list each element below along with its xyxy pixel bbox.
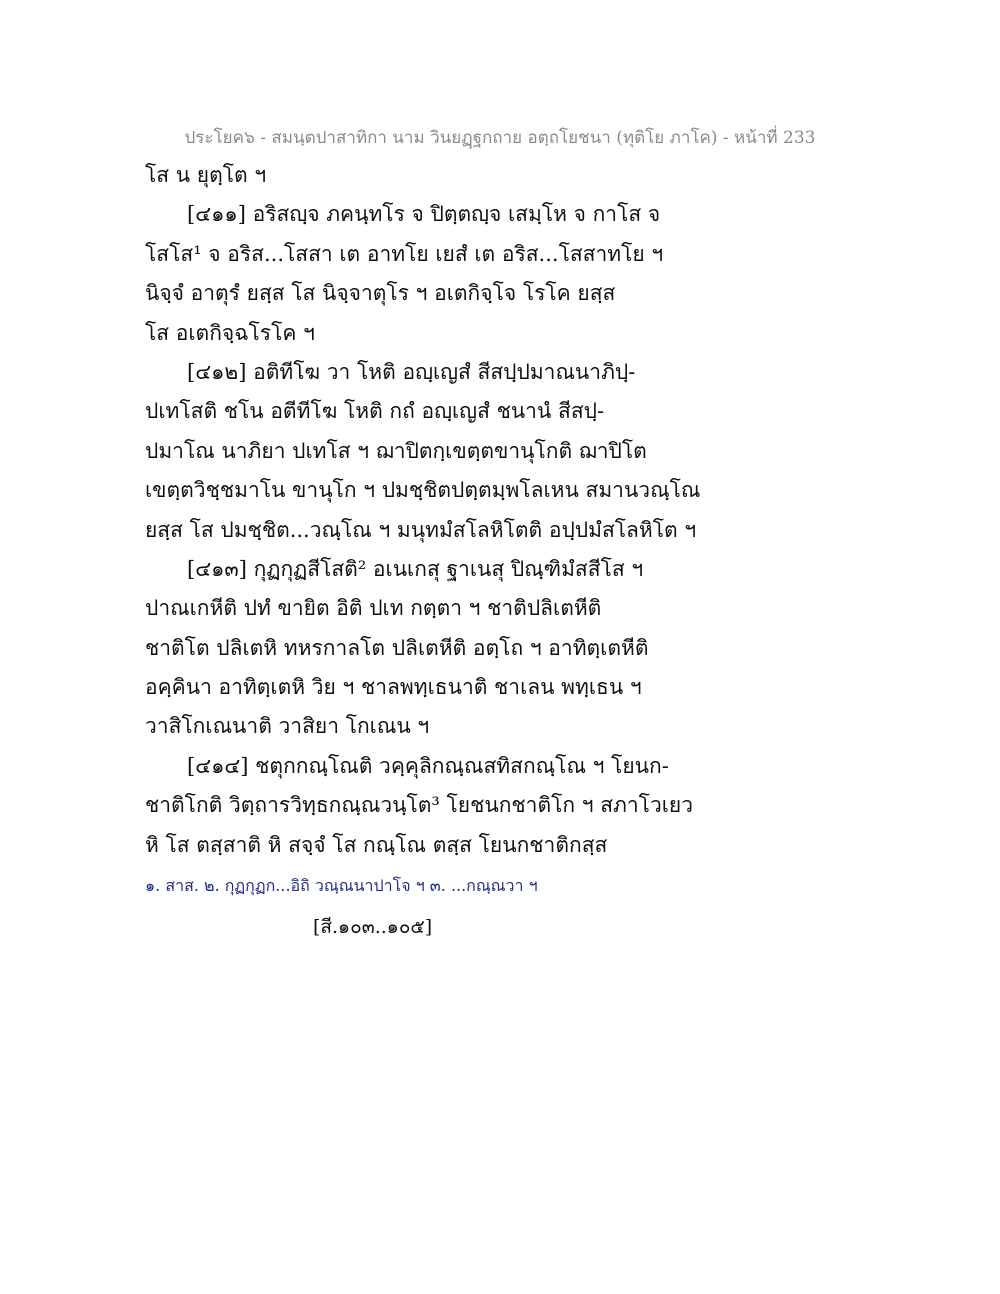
footnotes: ๑. สาส. ๒. กุฏกุฏก...อิถิ วณฺณนาปาโจ ฯ ๓. ...กณฺณวา ฯ (145, 876, 538, 895)
text-line: หิ โส ตสฺสาติ หิ สจฺจํ โส กณฺโณ ตสฺส โยนกชาติกสฺส (145, 832, 608, 857)
text-line: นิจฺจํ อาตุรํ ยสฺส โส นิจฺจาตุโร ฯ อเตกิจฺโจ โรโค ยสฺส (145, 281, 616, 306)
text-line: ปาณเกหีติ ปทํ ขายิต อิติ ปเท กตฺตา ฯ ชาติปลิเตหีติ (145, 596, 602, 621)
body-text (145, 156, 865, 865)
text-line: เขตฺตวิชฺชมาโน ขานุโก ฯ ปมชฺชิตปตฺตมฺพโลเหน สมานวณฺโณ (145, 478, 701, 503)
text-line: โสโส¹ จ อริส...โสสา เต อาทโย เยสํ เต อริส...โสสาทโย ฯ (145, 241, 664, 266)
text-line: ชาติโกติ วิตฺถารวิทฺธกณฺณวนฺโต³ โยชนกชาติโก ฯ สภาโวเยว (145, 793, 694, 818)
text-line: [๔๑๓] กุฏกุฏสีโสติ² อเนเกสุ ฐาเนสุ ปิณฺฑิมํสสีโส ฯ (187, 556, 644, 581)
text-line: ยสฺส โส ปมชฺชิต...วณฺโณ ฯ มนุทมํสโลหิโตติ อปฺปมํสโลหิโต ฯ (145, 517, 697, 542)
text-line: วาสิโกเณนาติ วาสิยา โกเณน ฯ (145, 714, 430, 739)
text-line: โส อเตกิจฺฉโรโค ฯ (145, 320, 315, 345)
text-line: อคฺคินา อาทิตฺเตหิ วิย ฯ ชาลพทฺเธนาติ ชาเลน พทฺเธน ฯ (145, 675, 642, 700)
text-line: ปมาโณ นาภิยา ปเทโส ฯ ฌาปิตกฺเขตฺตขานุโกติ ฌาปิโต (145, 438, 647, 463)
page-reference: [สี.๑๐๓..๑๐๕] (313, 916, 433, 938)
text-line: ปเทโสติ ชโน อตีทีโฆ โหติ กถํ อญฺเญสํ ชนานํ สีสปฺ- (145, 399, 605, 424)
text-line: ชาติโต ปลิเตหิ ทหรกาลโต ปลิเตหีติ อตฺโถ ฯ อาทิตฺเตหีติ (145, 635, 649, 660)
text-line: [๔๑๑] อริสญฺจ ภคนฺทโร จ ปิตฺตญฺจ เสมฺโห จ กาโส จ (187, 202, 661, 227)
page-header: ประโยค๖ - สมนฺตปาสาทิกา นาม วินยฏฺฐกถาย อตฺถโยชนา (ทุติโย ภาโค) - หน้าที่ 233 (184, 128, 816, 148)
text-line: โส น ยุตฺโต ฯ (145, 163, 267, 187)
text-line: [๔๑๒] อติทีโฆ วา โหติ อญฺเญสํ สีสปฺปมาณนาภิปฺ- (187, 359, 636, 384)
text-line: [๔๑๔] ชตุกกณฺโณติ วคฺคุลิกณฺณสทิสกณฺโณ ฯ โยนก- (187, 753, 669, 778)
